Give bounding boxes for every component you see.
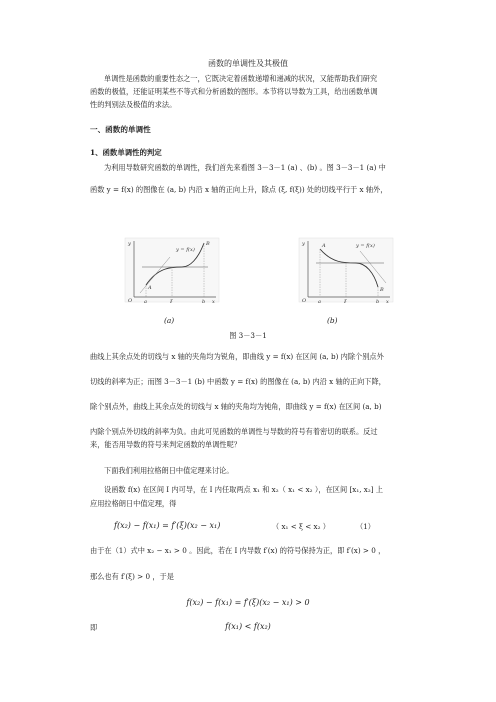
equation-3: f(x₁) < f(x₂): [225, 622, 271, 631]
page-title: 函数的单调性及其极值: [208, 59, 288, 68]
text-line: 单调性是函数的重要性态之一，它既决定着函数递增和递减的状况，又能帮助我们研究: [104, 74, 378, 83]
text-line: 那么也有 f′(ξ) > 0 ，于是: [90, 572, 174, 581]
text-line: 函数 y = f(x) 的图像在 (a, b) 内沿 x 轴的正向上升，除点 (ξ, f(ξ)) 处的切线平行于 x 轴外，: [90, 185, 388, 194]
text-line: 除个别点外，曲线上其余点处的切线与 x 轴的夹角均为钝角，即曲线 y = f(x) 在区间 (a, b): [90, 402, 382, 411]
b-label: b: [202, 299, 206, 303]
subsection-heading: 1、函数单调性的判定: [90, 148, 162, 157]
text-line: 来，能否用导数的符号来判定函数的单调性呢？: [90, 440, 241, 449]
curve-label: y = f(x): [176, 247, 195, 253]
text-line: 函数的极值，还能证明某些不等式和分析函数的图形。本节将以导数为工具，给出函数单调: [90, 87, 378, 96]
equation-number: （1）: [356, 522, 375, 531]
origin-label: O: [128, 298, 133, 303]
figure-a-caption: (a): [164, 316, 175, 325]
point-a-label: A: [148, 285, 152, 291]
point-b-label: B: [380, 287, 384, 293]
text-line: 下面我们利用拉格朗日中值定理来讨论。: [104, 466, 234, 475]
equation-condition: （ x₁ < ξ < x₂ ）: [272, 522, 330, 531]
figure-b-graph: [298, 237, 394, 303]
equation-2: f(x₂) − f(x₁) = f′(ξ)(x₂ − x₁) > 0: [186, 598, 310, 607]
a-label: a: [144, 299, 147, 303]
text-line: 为利用导数研究函数的单调性，我们首先来看图 3－3－1 (a) 、(b) 。图 3－3－1 (a) 中: [104, 163, 386, 172]
y-axis-label: y: [128, 241, 131, 247]
curve-label: y = f(x): [356, 243, 375, 249]
figure-b-caption: (b): [327, 316, 338, 325]
origin-label: O: [302, 298, 307, 303]
x-axis-label: x: [212, 299, 215, 303]
y-axis-label: y: [302, 241, 305, 247]
figure-background: [299, 238, 393, 302]
equation-1: f(x₂) − f(x₁) = f′(ξ)(x₂ − x₁): [114, 521, 221, 530]
x-axis-label: x: [386, 299, 389, 303]
text-line: 设函数 f(x) 在区间 I 内可导，在 I 内任取两点 x₁ 和 x₂（ x₁ < x₂ ），在区间 [x₁, x₂] 上: [104, 485, 383, 494]
text-line: 应用拉格朗日中值定理，得: [90, 499, 177, 508]
point-a-label: A: [322, 243, 326, 249]
b-label: b: [376, 299, 380, 303]
figure-title: 图 3－3－1: [229, 331, 267, 340]
text-line: 性的判别法及极值的求法。: [90, 100, 177, 109]
text-line: 内除个别点外切线的斜率为负。由此可见函数的单调性与导数的符号有着密切的联系。反过: [90, 427, 378, 436]
text-line: 曲线上其余点处的切线与 x 轴的夹角均为锐角，即曲线 y = f(x) 在区间 (a, b) 内除个别点外: [90, 352, 384, 361]
point-b-label: B: [206, 241, 210, 247]
section-heading: 一、函数的单调性: [90, 125, 151, 134]
text-line: 由于在（1）式中 x₂ − x₁ > 0 。因此，若在 I 内导数 f′(x) 的符号保持为正，即 f′(x) > 0 ，: [90, 546, 386, 555]
xi-label: ξ: [344, 299, 347, 303]
a-label: a: [318, 299, 321, 303]
xi-label: ξ: [170, 299, 173, 303]
ji-label: 即: [90, 623, 98, 632]
figure-a-graph: [124, 237, 220, 303]
text-line: 切线的斜率为正；而图 3－3－1 (b) 中函数 y = f(x) 的图像在 (a, b) 内沿 x 轴的正向下降，: [90, 377, 386, 386]
